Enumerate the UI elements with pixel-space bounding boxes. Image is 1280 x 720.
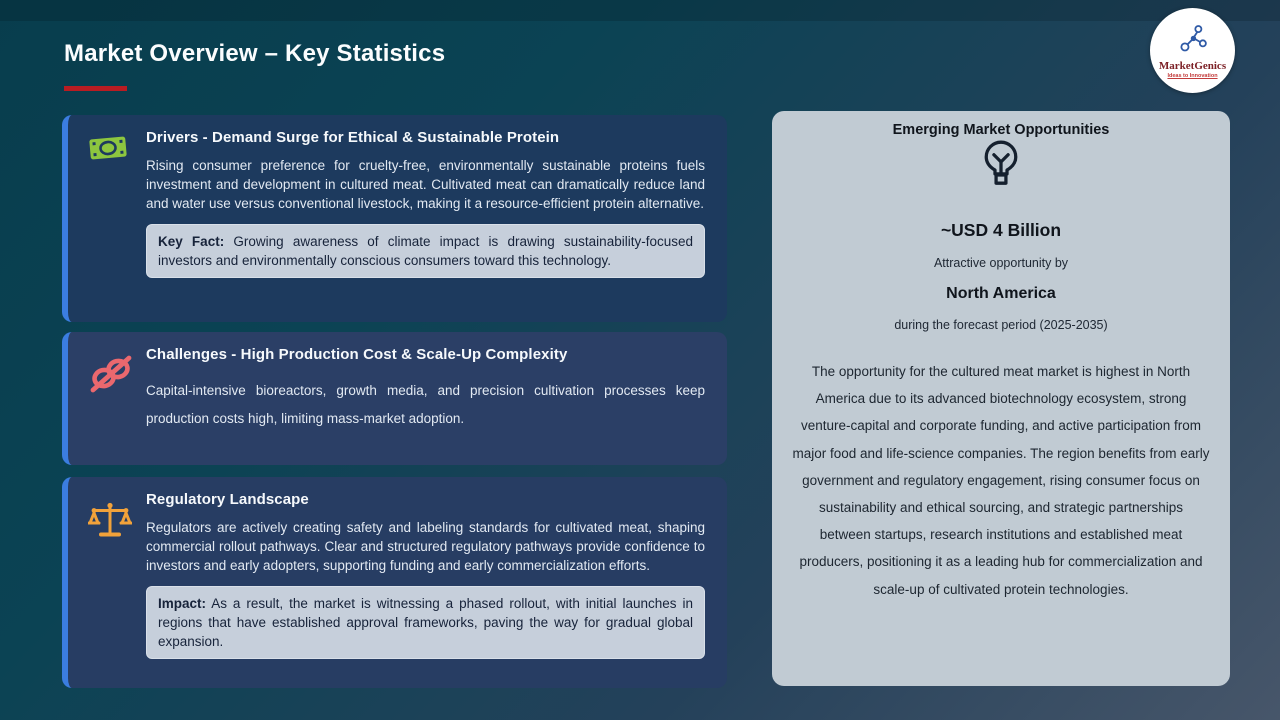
key-fact-callout	[146, 224, 705, 278]
drivers-body: Rising consumer preference for cruelty-free, environmentally sustainable proteins fuels investment and development in cultured meat. Cultivated meat can dramatically reduce land and water use versus conventional livestock, making it a resource-efficient protein alternative.	[146, 158, 705, 211]
regulatory-heading: Regulatory Landscape	[146, 491, 309, 508]
opportunity-region: North America	[946, 285, 1056, 302]
regulatory-card	[62, 477, 727, 688]
opportunity-panel	[772, 111, 1230, 686]
title-underline	[64, 86, 127, 91]
scales-icon	[88, 501, 132, 546]
lightbulb-icon	[790, 140, 1212, 192]
impact-label: Impact:	[158, 596, 207, 611]
top-strip	[0, 0, 1280, 21]
page-title: Market Overview – Key Statistics	[64, 40, 446, 67]
money-icon	[88, 131, 128, 170]
logo-name: MarketGenics	[1158, 59, 1227, 72]
opportunity-description: The opportunity for the cultured meat market is highest in North America due to its advanced biotechnology ecosystem, strong venture-capital and corporate funding, and active participation from major food and life-science companies. The region benefits from early government and regulatory engagement, rising consumer focus on sustainability and ethical sourcing, and strategic partnerships between startups, research institutions and established meat producers, positioning it as a leading hub for commercialization and scale-up of cultivated protein technologies.	[792, 364, 1210, 597]
opportunity-period: during the forecast period (2025-2035)	[894, 318, 1108, 332]
knot-icon	[88, 352, 134, 401]
key-fact-text: Growing awareness of climate impact is drawing sustainability-focused investors and environmentally conscious consumers toward this technology.	[158, 234, 693, 268]
opportunity-title: Emerging Market Opportunities	[892, 122, 1110, 138]
drivers-heading: Drivers - Demand Surge for Ethical & Sustainable Protein	[146, 129, 560, 146]
regulatory-body: Regulators are actively creating safety and labeling standards for cultivated meat, shaping commercial rollout pathways. Clear and structured regulatory pathways provide confidence to investors and early adopters, supporting funding and early commercialization efforts.	[146, 520, 705, 573]
opportunity-value: ~USD 4 Billion	[940, 220, 1062, 240]
challenges-card	[62, 332, 727, 465]
logo-tagline: Ideas to Innovation	[1167, 72, 1218, 79]
drivers-card	[62, 115, 727, 322]
impact-callout	[146, 586, 705, 659]
molecule-icon	[1176, 23, 1210, 58]
opportunity-caption: Attractive opportunity by	[933, 256, 1069, 270]
marketgenics-logo	[1150, 8, 1235, 93]
challenges-body: Capital-intensive bioreactors, growth media, and precision cultivation processes keep production costs high, limiting mass-market adoption.	[146, 383, 705, 426]
challenges-heading: Challenges - High Production Cost & Scale-Up Complexity	[146, 346, 568, 363]
key-fact-label: Key Fact:	[158, 234, 225, 249]
impact-text: As a result, the market is witnessing a phased rollout, with initial launches in regions that have established approval frameworks, paving the way for gradual global expansion.	[158, 596, 693, 649]
